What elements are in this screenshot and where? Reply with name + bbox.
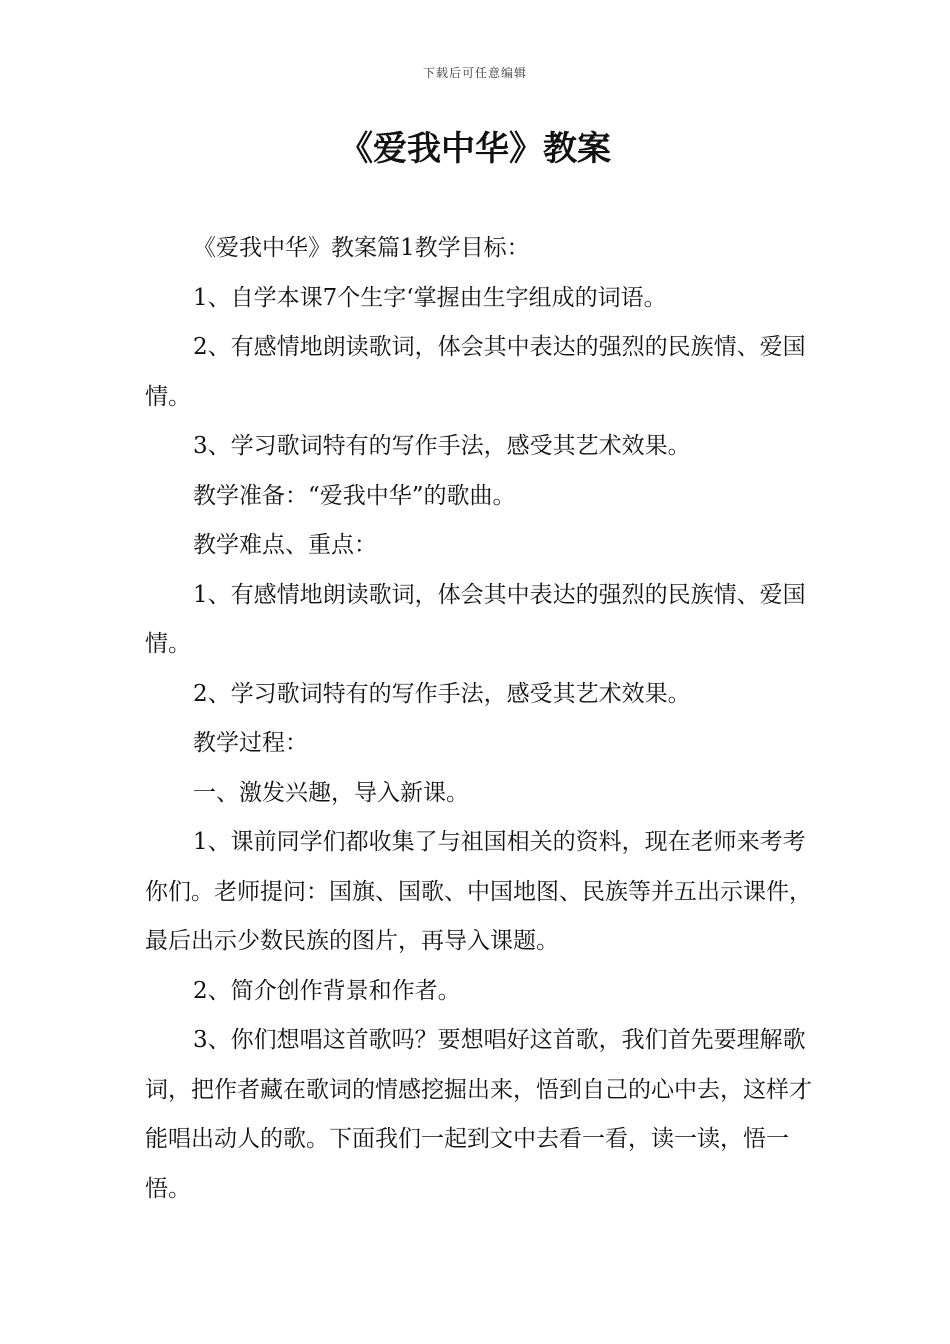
header-note: 下载后可任意编辑	[422, 66, 527, 80]
paragraph-objective-1: 1、自学本课7个生字‘掌握由生字组成的词语。	[193, 284, 667, 311]
paragraph-step-one-3: 3、你们想唱这首歌吗？要想唱好这首歌，我们首先要理解歌词，把作者藏在歌词的情感挖掘出来，悟到自己的心中去，这样才能唱出动人的歌。下面我们一起到文中去看一看，读一读，悟一悟。	[145, 1027, 812, 1202]
paragraph-objective-2: 2、有感情地朗读歌词，体会其中表达的强烈的民族情、爱国情。	[145, 334, 806, 410]
paragraph-objectives-heading: 《爱我中华》教案篇1教学目标：	[193, 235, 530, 261]
paragraph-preparation: 教学准备：“爱我中华”的歌曲。	[193, 482, 516, 509]
paragraph-key-points-heading: 教学难点、重点：	[193, 532, 377, 558]
paragraph-objective-3: 3、学习歌词特有的写作手法，感受其艺术效果。	[193, 433, 691, 459]
paragraph-step-one-2: 2、简介创作背景和作者。	[193, 977, 461, 1004]
paragraph-key-point-1: 1、有感情地朗读歌词，体会其中表达的强烈的民族情、爱国情。	[145, 581, 806, 657]
document-title: 《爱我中华》教案	[339, 129, 611, 169]
paragraph-step-one-1: 1、课前同学们都收集了与祖国相关的资料，现在老师来考考你们。老师提问：国旗、国歌、中国地图、民族等并五出示课件，最后出示少数民族的图片，再导入课题。	[145, 829, 812, 954]
paragraph-process-heading: 教学过程：	[193, 730, 308, 756]
paragraph-step-one: 一、激发兴趣，导入新课。	[193, 779, 469, 806]
paragraph-key-point-2: 2、学习歌词特有的写作手法，感受其艺术效果。	[193, 680, 691, 707]
document-body	[145, 224, 815, 1214]
